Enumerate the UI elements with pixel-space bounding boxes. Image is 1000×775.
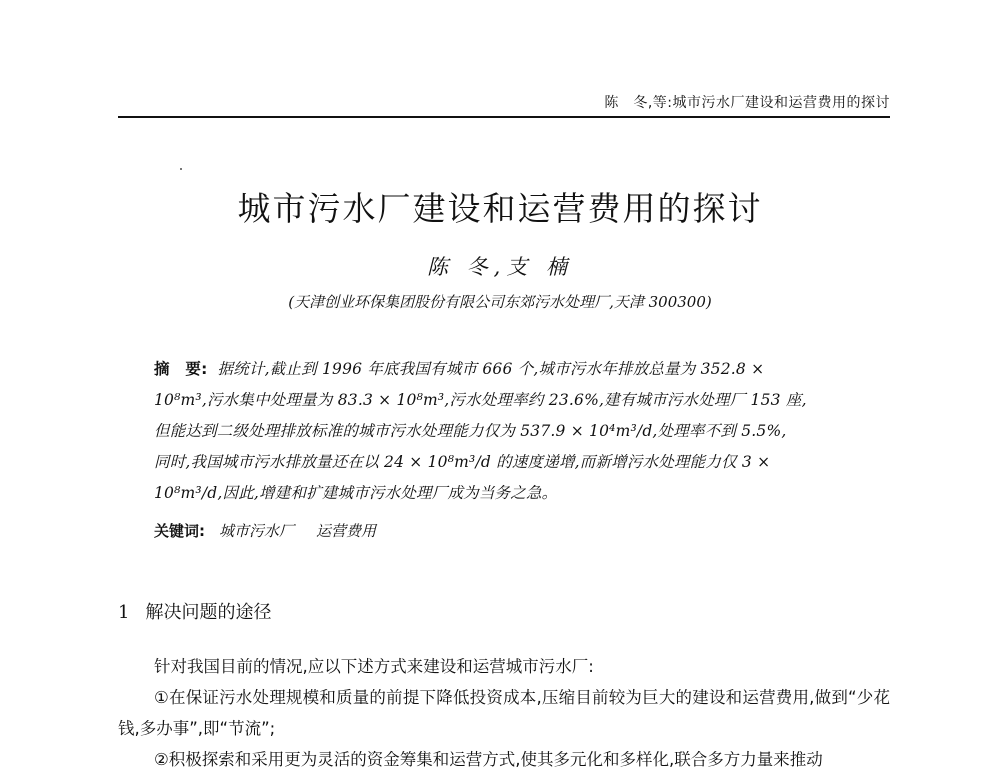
paper-title: 城市污水厂建设和运营费用的探讨 <box>237 189 763 228</box>
abstract-line-4: 同时,我国城市污水排放量还在以 24 × 10⁸m³/d 的速度递增,而新增污水处理能力仅 3 × <box>154 453 771 471</box>
scan-speck <box>180 168 182 170</box>
body-paragraph: ②积极探索和采用更为灵活的资金筹集和运营方式,使其多元化和多样化,联合多方力量来推动 <box>154 750 823 769</box>
abstract <box>154 354 874 509</box>
abstract-label: 摘 要: <box>154 360 208 378</box>
keywords-label: 关键词: <box>154 522 205 540</box>
keyword-item: 运营费用 <box>316 522 377 540</box>
abstract-line-2: 10⁸m³,污水集中处理量为 83.3 × 10⁸m³,污水处理率约 23.6%,建有城市污水处理厂 153 座, <box>154 391 807 409</box>
section-heading <box>118 598 271 624</box>
body-text <box>118 651 890 775</box>
abstract-line-5: 10⁸m³/d,因此,增建和扩建城市污水处理厂成为当务之急。 <box>154 484 558 502</box>
keywords <box>154 520 874 541</box>
body-paragraph: ①在保证污水处理规模和质量的前提下降低投资成本,压缩目前较为巨大的建设和运营费用,做到“少花钱,多办事”,即“节流”; <box>118 688 890 738</box>
header-rule <box>118 116 890 118</box>
abstract-line-1: 摘 要: 据统计,截止到 1996 年底我国有城市 666 个,城市污水年排放总量为 352.8 × <box>154 360 765 378</box>
keyword-item: 城市污水厂 <box>219 522 295 540</box>
section-title: 解决问题的途径 <box>145 602 272 623</box>
section-number: 1 <box>118 602 130 623</box>
abstract-line-3: 但能达到二级处理排放标准的城市污水处理能力仅为 537.9 × 10⁴m³/d,处理率不到 5.5%, <box>154 422 787 440</box>
body-paragraph: 针对我国目前的情况,应以下述方式来建设和运营城市污水厂: <box>154 657 594 676</box>
paper-authors: 陈 冬,支 楠 <box>426 255 574 279</box>
paper-affiliation: (天津创业环保集团股份有限公司东郊污水处理厂,天津 300300) <box>288 293 712 311</box>
running-head: 陈 冬,等:城市污水厂建设和运营费用的探讨 <box>604 95 890 111</box>
